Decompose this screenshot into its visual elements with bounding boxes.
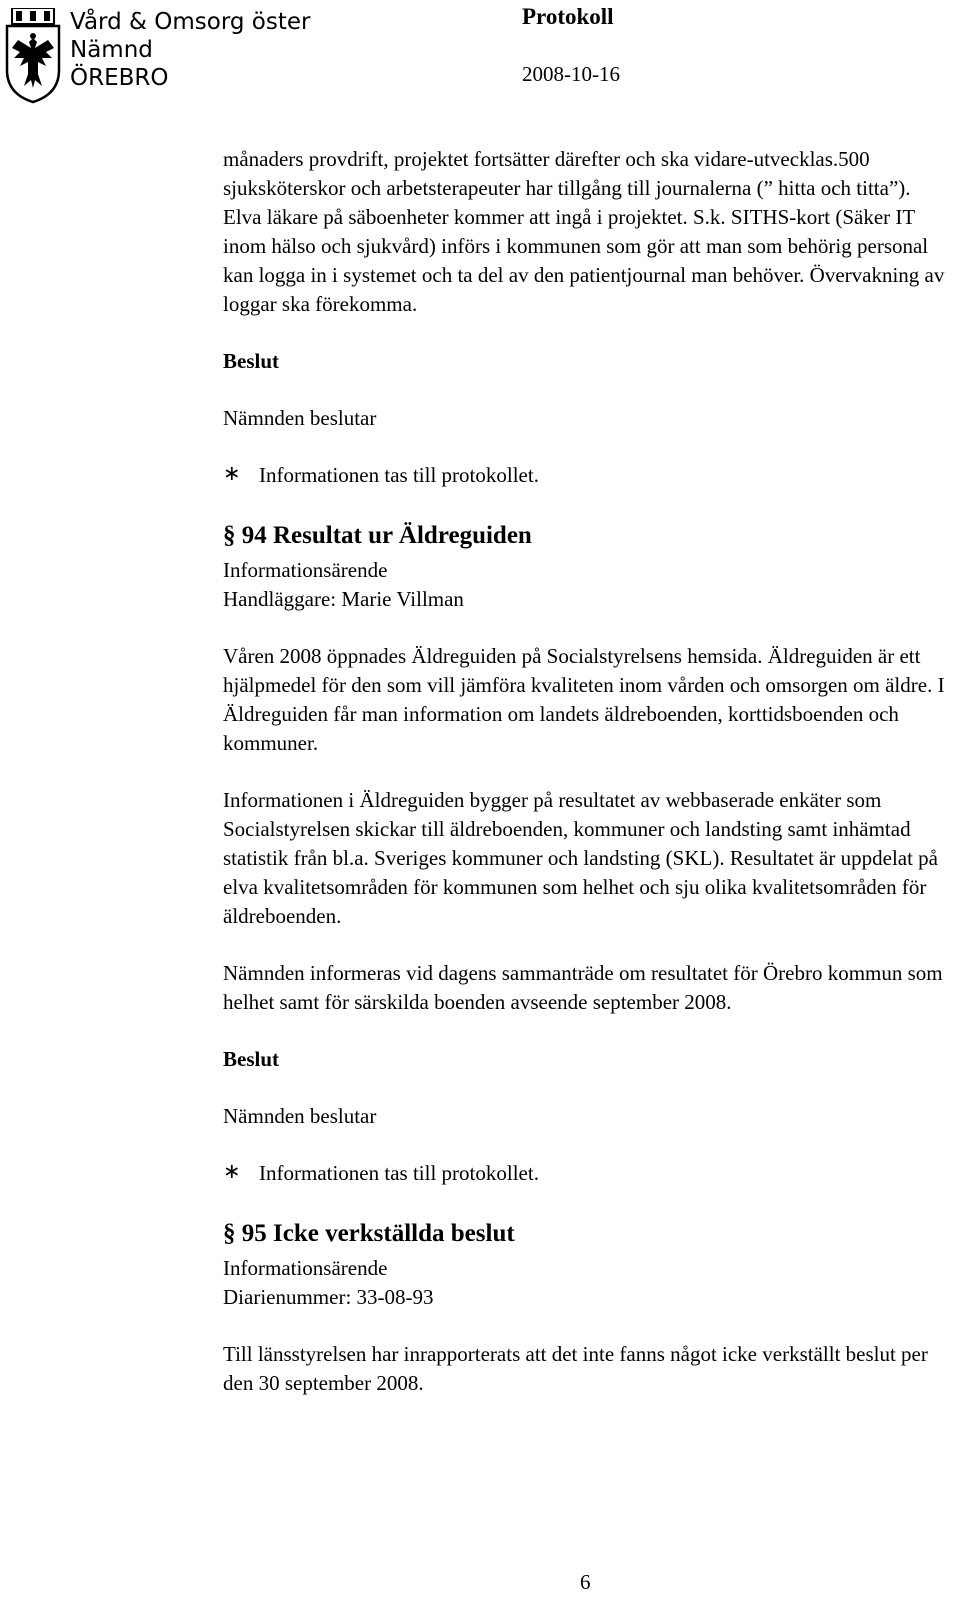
beslutar-text: Nämnden beslutar [223,406,377,430]
section-94-handler: Handläggare: Marie Villman [223,587,464,611]
decision-text: Informationen tas till protokollet. [259,463,539,487]
document-body [223,145,948,1398]
section-95-heading: § 95 Icke verkställda beslut [223,1220,515,1247]
page-number: 6 [580,1570,591,1594]
doc-type: Protokoll [522,4,614,29]
decision-bullet [223,461,948,490]
org-name-line1: Vård & Omsorg öster [70,9,311,35]
beslut-label: Beslut [223,349,280,373]
section-94-beslutar: Nämnden beslutar [223,1104,377,1128]
section-94-type: Informationsärende [223,558,388,582]
asterisk-bullet-icon: ∗ [223,461,241,485]
section-94-decision-bullet [223,1159,948,1188]
section-95-type: Informationsärende [223,1256,388,1280]
section-94-beslut-label: Beslut [223,1047,280,1071]
section-94-decision-text: Informationen tas till protokollet. [259,1161,539,1185]
asterisk-bullet-icon: ∗ [223,1159,241,1183]
section-94-para1: Våren 2008 öppnades Äldreguiden på Socialstyrelsens hemsida. Äldreguiden är ett hjälpmedel för den som vill jämföra kvaliteten inom vården och omsorgen om äldre. I Äldreguiden får man information om landets äldreboenden, korttidsboenden och kommuner. [223,644,945,755]
section-95-para1: Till länsstyrelsen har inrapporterats att det inte fanns något icke verkställt beslut per den 30 september 2008. [223,1342,928,1395]
doc-date: 2008-10-16 [522,62,620,86]
section-94-heading: § 94 Resultat ur Äldreguiden [223,522,532,549]
org-name-line2: Nämnd [70,37,153,63]
section-95-diarienummer: Diarienummer: 33-08-93 [223,1285,434,1309]
section-94-para3: Nämnden informeras vid dagens sammanträde om resultatet för Örebro kommun som helhet samt för särskilda boenden avseende september 2008. [223,961,943,1014]
orebro-crest-icon [4,8,62,104]
org-name-line3: ÖREBRO [70,65,169,91]
intro-paragraph: månaders provdrift, projektet fortsätter därefter och ska vidare-utvecklas.500 sjuksköterskor och arbetsterapeuter har tillgång till journalerna (” hitta och titta”). Elva läkare på säboenheter kommer att ingå i projektet. S.k. SITHS-kort (Säker IT inom hälso och sjukvård) införs i kommunen som gör att man som behörig personal kan logga in i systemet och ta del av den patientjournal man behöver. Övervakning av loggar ska förekomma. [223,147,945,316]
section-94-para2: Informationen i Äldreguiden bygger på resultatet av webbaserade enkäter som Socialstyrelsen skickar till äldreboenden, kommuner och landsting samt inhämtad statistik från bl.a. Sveriges kommuner och landsting (SKL). Resultatet är uppdelat på elva kvalitetsområden för kommunen som helhet och sju olika kvalitetsområden för äldreboenden. [223,788,939,928]
